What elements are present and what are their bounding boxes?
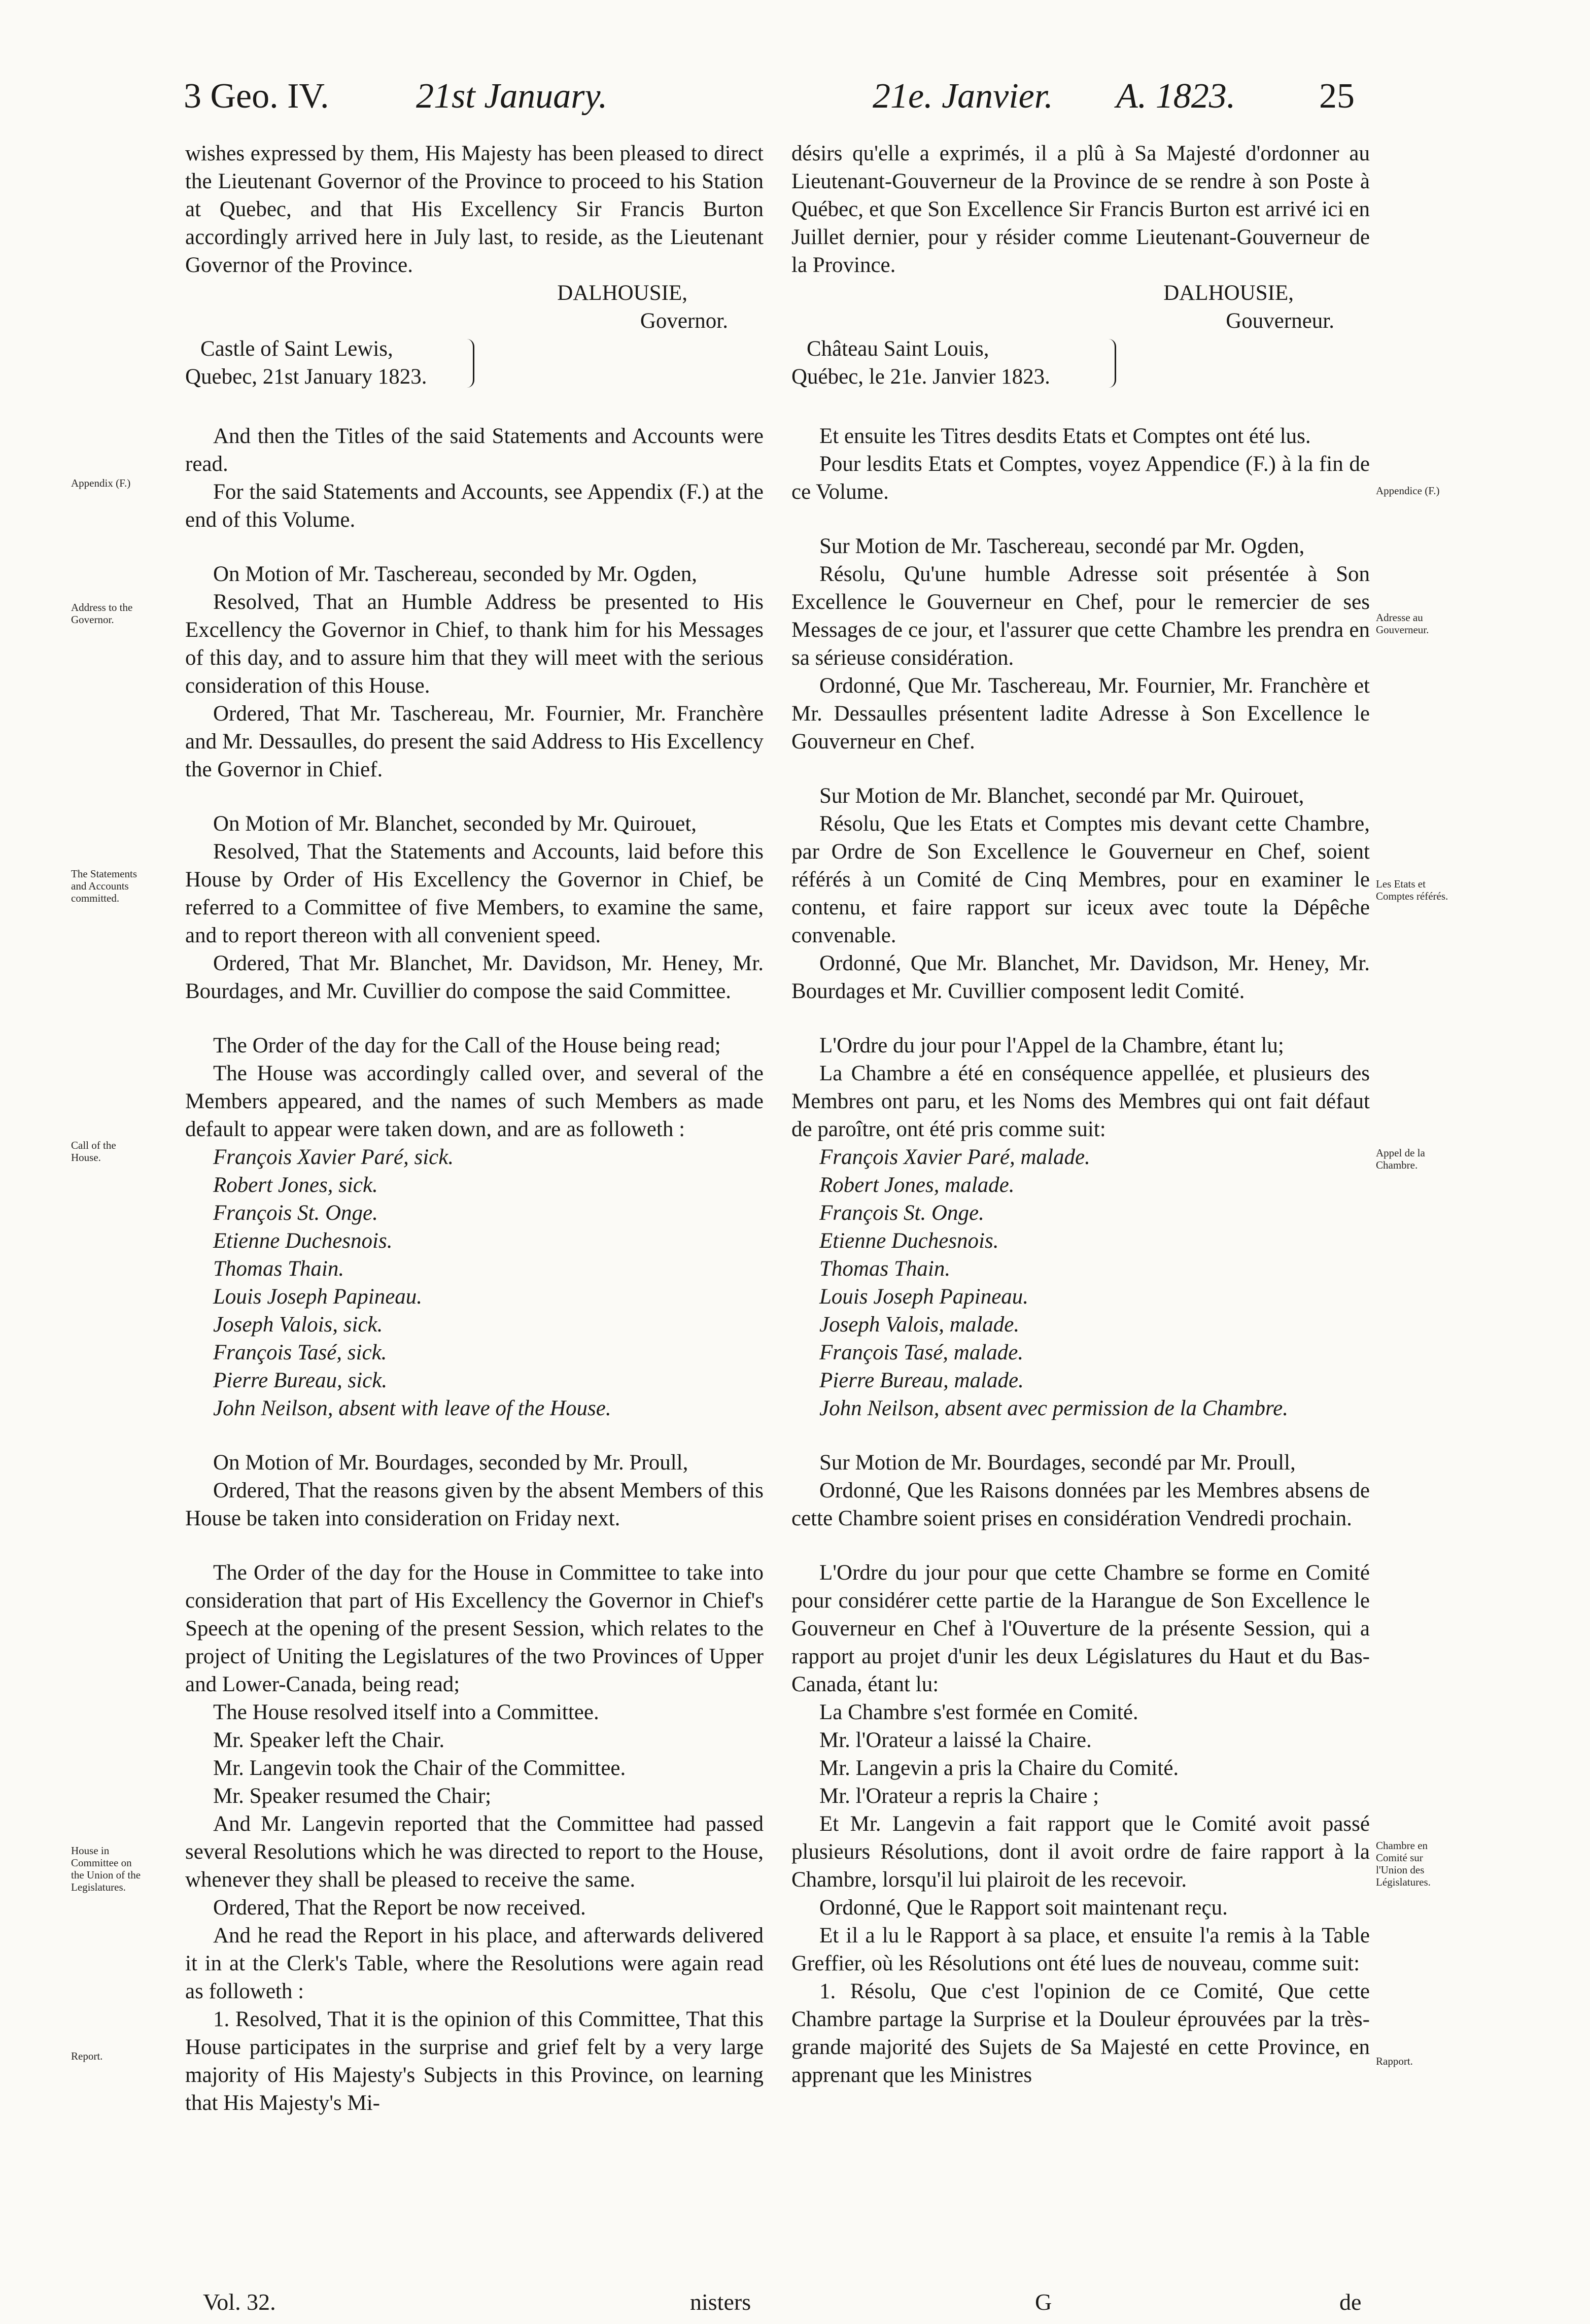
volume-number: Vol. 32. (203, 2289, 276, 2315)
brace (467, 339, 474, 388)
margin-note-address: Address to the Governor. (71, 601, 133, 626)
signer-title: Governor. (640, 309, 728, 333)
french-column (791, 140, 1370, 2089)
fr-paragraph: La Chambre a été en conséquence appellée, et plusieurs des Membres ont paru, et les Noms des Membres qui ont fait défaut de paroître, ont été pris comme suit: (791, 1062, 1370, 1141)
fr-paragraph: Résolu, Que les Etats et Comptes mis devant cette Chambre, par Ordre de Son Excellence le Gouverneur en Chef, soient référés à un Comité de Cinq Membres, pour en examiner le contenu, et faire rapport sur iceux avec toute la Dépêche convenable. (791, 812, 1370, 947)
en-paragraph: On Motion of Mr. Taschereau, seconded by Mr. Ogden, (213, 562, 697, 586)
list-item: Robert Jones, sick. (213, 1173, 378, 1197)
list-item: Joseph Valois, malade. (819, 1313, 1020, 1337)
brace (1109, 339, 1116, 388)
signature-date-line: Quebec, 21st January 1823. (185, 365, 427, 389)
signer-title: Gouverneur. (1226, 309, 1334, 333)
absent-members-list (185, 1143, 764, 1422)
fr-paragraph: Ordonné, Que Mr. Blanchet, Mr. Davidson, Mr. Heney, Mr. Bourdages et Mr. Cuvillier composent ledit Comité. (791, 951, 1370, 1003)
fr-paragraph: L'Ordre du jour pour l'Appel de la Chambre, étant lu; (819, 1034, 1284, 1057)
catchword-en: nisters (690, 2289, 751, 2315)
list-item: John Neilson, absent with leave of the House. (213, 1396, 611, 1420)
en-paragraph: And Mr. Langevin reported that the Committee had passed several Resolutions which he was directed to report to the House, whenever they shall be pleased to receive the same. (185, 1812, 764, 1892)
fr-paragraph: désirs qu'elle a exprimés, il a plû à Sa Majesté d'ordonner au Lieutenant-Gouverneur de la Province de se rendre à son Poste à Québec, et que Son Excellence Sir Francis Burton est arrivé ici en Juillet dernier, pour y résider comme Lieutenant-Gouverneur de la Province. (791, 142, 1370, 277)
margin-note-statements: The Statements and Accounts committed. (71, 868, 137, 904)
fr-paragraph: 1. Résolu, Que c'est l'opinion de ce Comité, Que cette Chambre partage la Surprise et la Douleur éprouvées par la très-grande majorité des Sujets de Sa Majesté en cette Province, en apprenant que les Ministres (791, 1979, 1370, 2087)
printer-signature: G (1035, 2289, 1052, 2315)
margin-note-appendix: Appendice (F.) (1376, 485, 1440, 497)
list-item: François St. Onge. (819, 1201, 984, 1225)
fr-paragraph: Sur Motion de Mr. Bourdages, secondé par Mr. Proull, (819, 1451, 1296, 1475)
list-item: François Tasé, sick. (213, 1341, 387, 1364)
fr-paragraph: Ordonné, Que les Raisons données par les Membres absens de cette Chambre soient prises en considération Vendredi prochain. (791, 1479, 1370, 1530)
catchword-fr: de (1339, 2289, 1362, 2315)
fr-paragraph: L'Ordre du jour pour que cette Chambre se forme en Comité pour considérer cette partie de la Harangue de Son Excellence le Gouverneur en Chef à l'Ouverture de la présente Session, qui a rapport au projet d'unir les deux Législatures du Haut et du Bas-Canada, étant lu: (791, 1561, 1370, 1696)
list-item: Pierre Bureau, sick. (213, 1369, 388, 1392)
en-paragraph: Resolved, That the Statements and Accounts, laid before this House by Order of His Excellency the Governor in Chief, be referred to a Committee of five Members, to examine the same, and to report thereon with all convenient speed. (185, 840, 764, 947)
fr-paragraph: La Chambre s'est formée en Comité. (819, 1700, 1138, 1724)
fr-paragraph: Mr. l'Orateur a repris la Chaire ; (819, 1784, 1099, 1808)
signature-place-line: Castle of Saint Lewis, (200, 337, 393, 361)
header-date-en: 21st January. (416, 77, 608, 116)
header-year: A. 1823. (1116, 77, 1236, 116)
list-item: François Xavier Paré, sick. (213, 1145, 454, 1169)
en-paragraph: On Motion of Mr. Blanchet, seconded by Mr. Quirouet, (213, 812, 697, 836)
signature-place (185, 335, 764, 396)
fr-paragraph: Et ensuite les Titres desdits Etats et Comptes ont été lus. (819, 424, 1311, 448)
margin-note-statements: Les Etats et Comptes référés. (1376, 878, 1448, 902)
list-item: Joseph Valois, sick. (213, 1313, 383, 1337)
en-paragraph: 1. Resolved, That it is the opinion of this Committee, That this House participates in the surprise and grief felt by a very large majority of His Majesty's Subjects in this Province, on learning that His Majesty's Mi- (185, 2007, 764, 2115)
margin-note-committee: Chambre en Comité sur l'Union des Législatures. (1376, 1839, 1431, 1888)
en-paragraph: And he read the Report in his place, and afterwards delivered it in at the Clerk's Table, where the Resolutions were again read as followeth : (185, 1924, 764, 2003)
en-paragraph: On Motion of Mr. Bourdages, seconded by Mr. Proull, (213, 1451, 688, 1475)
en-paragraph: Ordered, That the Report be now received. (213, 1896, 586, 1920)
fr-paragraph: Pour lesdits Etats et Comptes, voyez Appendice (F.) à la fin de ce Volume. (791, 452, 1370, 504)
page-number: 25 (1319, 77, 1355, 116)
signer-name: DALHOUSIE, (557, 281, 687, 305)
signer-name: DALHOUSIE, (1163, 281, 1294, 305)
fr-paragraph: Mr. l'Orateur a laissé la Chaire. (819, 1728, 1092, 1752)
en-paragraph: Ordered, That the reasons given by the absent Members of this House be taken into consideration on Friday next. (185, 1479, 764, 1530)
fr-paragraph: Ordonné, Que Mr. Taschereau, Mr. Fournier, Mr. Franchère et Mr. Dessaulles présentent ladite Adresse à Son Excellence le Gouverneur en Chef. (791, 674, 1370, 754)
fr-paragraph: Sur Motion de Mr. Blanchet, secondé par Mr. Quirouet, (819, 784, 1304, 808)
signature-place (791, 335, 1370, 396)
en-paragraph: For the said Statements and Accounts, see Appendix (F.) at the end of this Volume. (185, 480, 764, 532)
fr-paragraph: Mr. Langevin a pris la Chaire du Comité. (819, 1756, 1179, 1780)
list-item: Robert Jones, malade. (819, 1173, 1015, 1197)
absent-members-list (791, 1143, 1370, 1422)
list-item: Etienne Duchesnois. (213, 1229, 393, 1253)
list-item: Pierre Bureau, malade. (819, 1369, 1024, 1392)
margin-note-call: Appel de la Chambre. (1376, 1147, 1425, 1171)
en-paragraph: The Order of the day for the House in Committee to take into consideration that part of His Excellency the Governor in Chief's Speech at the opening of the present Session, which relates to the project of Uniting the Legislatures of the two Provinces of Upper and Lower-Canada, being read; (185, 1561, 764, 1696)
list-item: John Neilson, absent avec permission de la Chambre. (819, 1396, 1288, 1420)
en-paragraph: Resolved, That an Humble Address be presented to His Excellency the Governor in Chief, to thank him for his Messages of this day, and to assure him that they will meet with the serious consideration of this House. (185, 590, 764, 698)
en-paragraph: The Order of the day for the Call of the House being read; (213, 1034, 721, 1057)
en-paragraph: Ordered, That Mr. Blanchet, Mr. Davidson, Mr. Heney, Mr. Bourdages, and Mr. Cuvillier do compose the said Committee. (185, 951, 764, 1003)
margin-note-address: Adresse au Gouverneur. (1376, 611, 1429, 636)
list-item: Thomas Thain. (819, 1257, 951, 1281)
signature-date-line: Québec, le 21e. Janvier 1823. (791, 365, 1050, 389)
en-paragraph: Ordered, That Mr. Taschereau, Mr. Fournier, Mr. Franchère and Mr. Dessaulles, do present the said Address to His Excellency the Governor in Chief. (185, 702, 764, 781)
list-item: Louis Joseph Papineau. (213, 1285, 423, 1309)
list-item: François Tasé, malade. (819, 1341, 1024, 1364)
en-paragraph: Mr. Speaker resumed the Chair; (213, 1784, 492, 1808)
header-reign: 3 Geo. IV. (184, 77, 329, 116)
fr-paragraph: Sur Motion de Mr. Taschereau, secondé par Mr. Ogden, (819, 534, 1305, 558)
list-item: Thomas Thain. (213, 1257, 344, 1281)
margin-note-report: Report. (71, 2050, 103, 2062)
header-date-fr: 21e. Janvier. (873, 77, 1053, 116)
fr-paragraph: Résolu, Qu'une humble Adresse soit présentée à Son Excellence le Gouverneur en Chef, pour le remercier de ses Messages de ce jour, et l'assurer que cette Chambre les prendra en sa sérieuse considération. (791, 562, 1370, 670)
fr-paragraph: Et Mr. Langevin a fait rapport que le Comité avoit passé plusieurs Résolutions, dont il avoit ordre de faire rapport à la Chambre, lorsqu'il lui plairoit de les recevoir. (791, 1812, 1370, 1892)
en-paragraph: Mr. Langevin took the Chair of the Committee. (213, 1756, 626, 1780)
list-item: François Xavier Paré, malade. (819, 1145, 1090, 1169)
margin-note-report: Rapport. (1376, 2055, 1413, 2067)
margin-note-call: Call of the House. (71, 1139, 116, 1164)
list-item: Etienne Duchesnois. (819, 1229, 999, 1253)
fr-paragraph: Et il a lu le Rapport à sa place, et ensuite l'a remis à la Table Greffier, où les Résolutions ont été lues de nouveau, comme suit: (791, 1924, 1370, 1975)
fr-paragraph: Ordonné, Que le Rapport soit maintenant reçu. (819, 1896, 1228, 1920)
signature-place-line: Château Saint Louis, (807, 337, 989, 361)
en-paragraph: Mr. Speaker left the Chair. (213, 1728, 445, 1752)
list-item: François St. Onge. (213, 1201, 378, 1225)
margin-note-appendix: Appendix (F.) (71, 477, 131, 489)
en-paragraph: And then the Titles of the said Statements and Accounts were read. (185, 424, 764, 476)
list-item: Louis Joseph Papineau. (819, 1285, 1029, 1309)
english-column (185, 140, 764, 2117)
en-paragraph: The House was accordingly called over, and several of the Members appeared, and the names of such Members as made default to appear were taken down, and are as followeth : (185, 1062, 764, 1141)
en-paragraph: The House resolved itself into a Committee. (213, 1700, 599, 1724)
en-paragraph: wishes expressed by them, His Majesty has been pleased to direct the Lieutenant Governor of the Province to proceed to his Station at Quebec, and that His Excellency Sir Francis Burton accordingly arrived here in July last, to reside, as the Lieutenant Governor of the Province. (185, 142, 764, 277)
margin-note-committee: House in Committee on the Union of the Legislatures. (71, 1844, 141, 1893)
